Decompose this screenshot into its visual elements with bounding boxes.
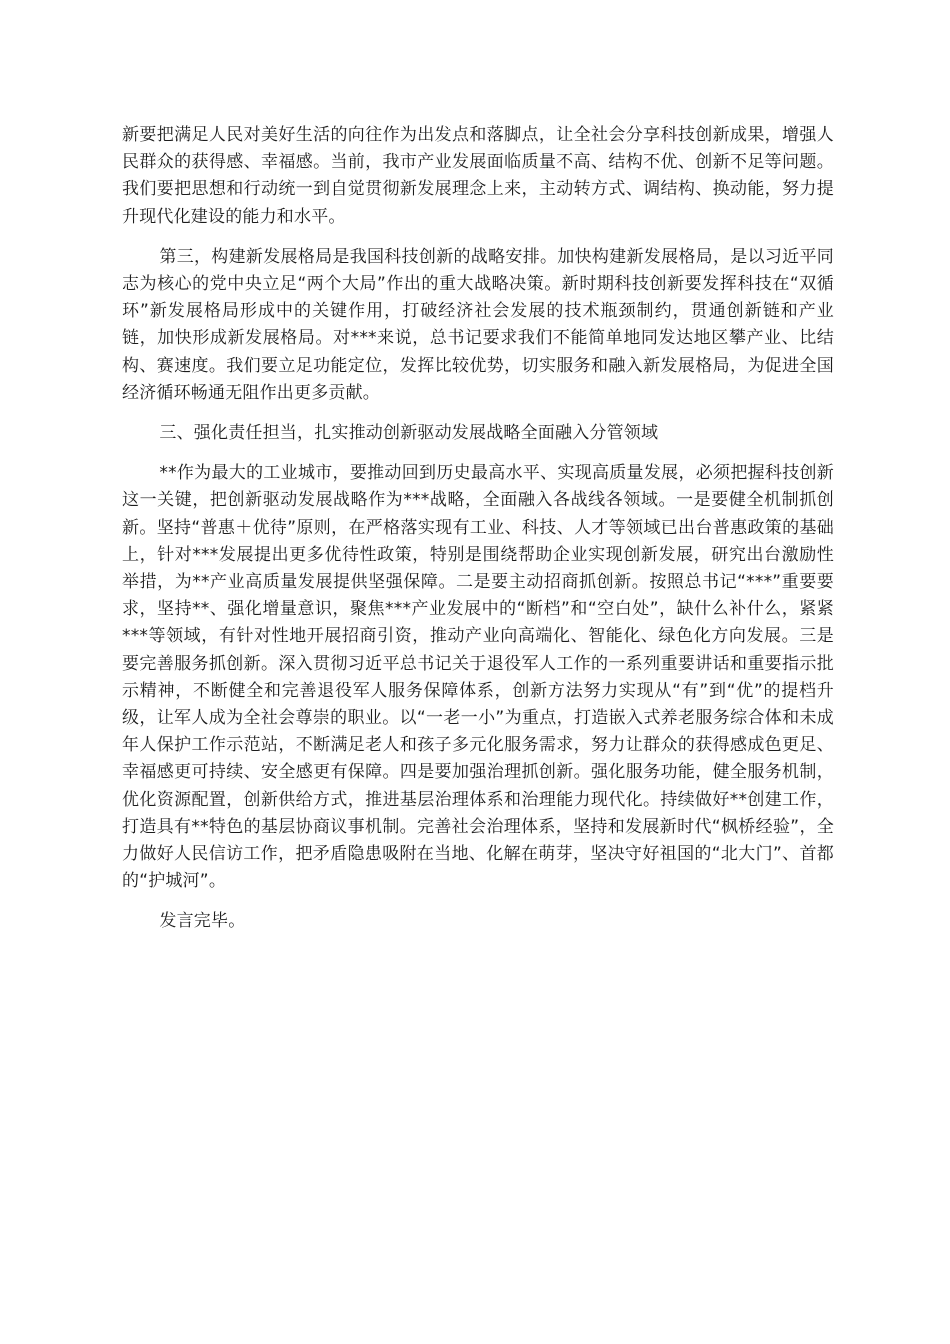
paragraph-continuation: 新要把满足人民对美好生活的向往作为出发点和落脚点，让全社会分享科技创新成果，增强人民群众的获得感、幸福感。当前，我市产业发展面临质量不高、结构不优、创新不足等问题。我们要把思想和行动统一到自觉贯彻新发展理念上来，主动转方式、调结构、换动能，努力提升现代化建设的能力和水平。	[122, 125, 834, 227]
document-body	[122, 122, 834, 949]
paragraph-third-point: 第三，构建新发展格局是我国科技创新的战略安排。加快构建新发展格局，是以习近平同志为核心的党中央立足“两个大局”作出的重大战略决策。新时期科技创新要发挥科技在“双循环”新发展格局形成中的关键作用，打破经济社会发展的技术瓶颈制约，贯通创新链和产业链，加快形成新发展格局。对***来说，总书记要求我们不能简单地同发达地区攀产业、比结构、赛速度。我们要立足功能定位，发挥比较优势，切实服务和融入新发展格局，为促进全国经济循环畅通无阻作出更多贡献。	[122, 246, 834, 403]
paragraph-closing: 发言完毕。	[159, 911, 246, 932]
section-heading-three: 三、强化责任担当，扎实推动创新驱动发展战略全面融入分管领域	[159, 423, 659, 444]
paragraph-responsibility: **作为最大的工业城市，要推动回到历史最高水平、实现高质量发展，必须把握科技创新这一关键，把创新驱动发展战略作为***战略，全面融入各战线各领域。一是要健全机制抓创新。坚持“普惠＋优待”原则，在严格落实现有工业、科技、人才等领域已出台普惠政策的基础上，针对***发展提出更多优待性政策，特别是围绕帮助企业实现创新发展，研究出台激励性举措，为**产业高质量发展提供坚强保障。二是要主动招商抓创新。按照总书记“***”重要要求，坚持**、强化增量意识，聚焦***产业发展中的“断档”和“空白处”，缺什么补什么，紧紧***等领域，有针对性地开展招商引资，推动产业向高端化、智能化、绿色化方向发展。三是要完善服务抓创新。深入贯彻习近平总书记关于退役军人工作的一系列重要讲话和重要指示批示精神，不断健全和完善退役军人服务保障体系，创新方法努力实现从“有”到“优”的提档升级，让军人成为全社会尊崇的职业。以“一老一小”为重点，打造嵌入式养老服务综合体和未成年人保护工作示范站，不断满足老人和孩子多元化服务需求，努力让群众的获得感成色更足、幸福感更可持续、安全感更有保障。四是要加强治理抓创新。强化服务功能，健全服务机制，优化资源配置，创新供给方式，推进基层治理体系和治理能力现代化。持续做好**创建工作，打造具有**特色的基层协商议事机制。完善社会治理体系，坚持和发展新时代“枫桥经验”，全力做好人民信访工作，把矛盾隐患吸附在当地、化解在萌芽，坚决守好祖国的“北大门”、首都的“护城河”。	[122, 463, 834, 892]
